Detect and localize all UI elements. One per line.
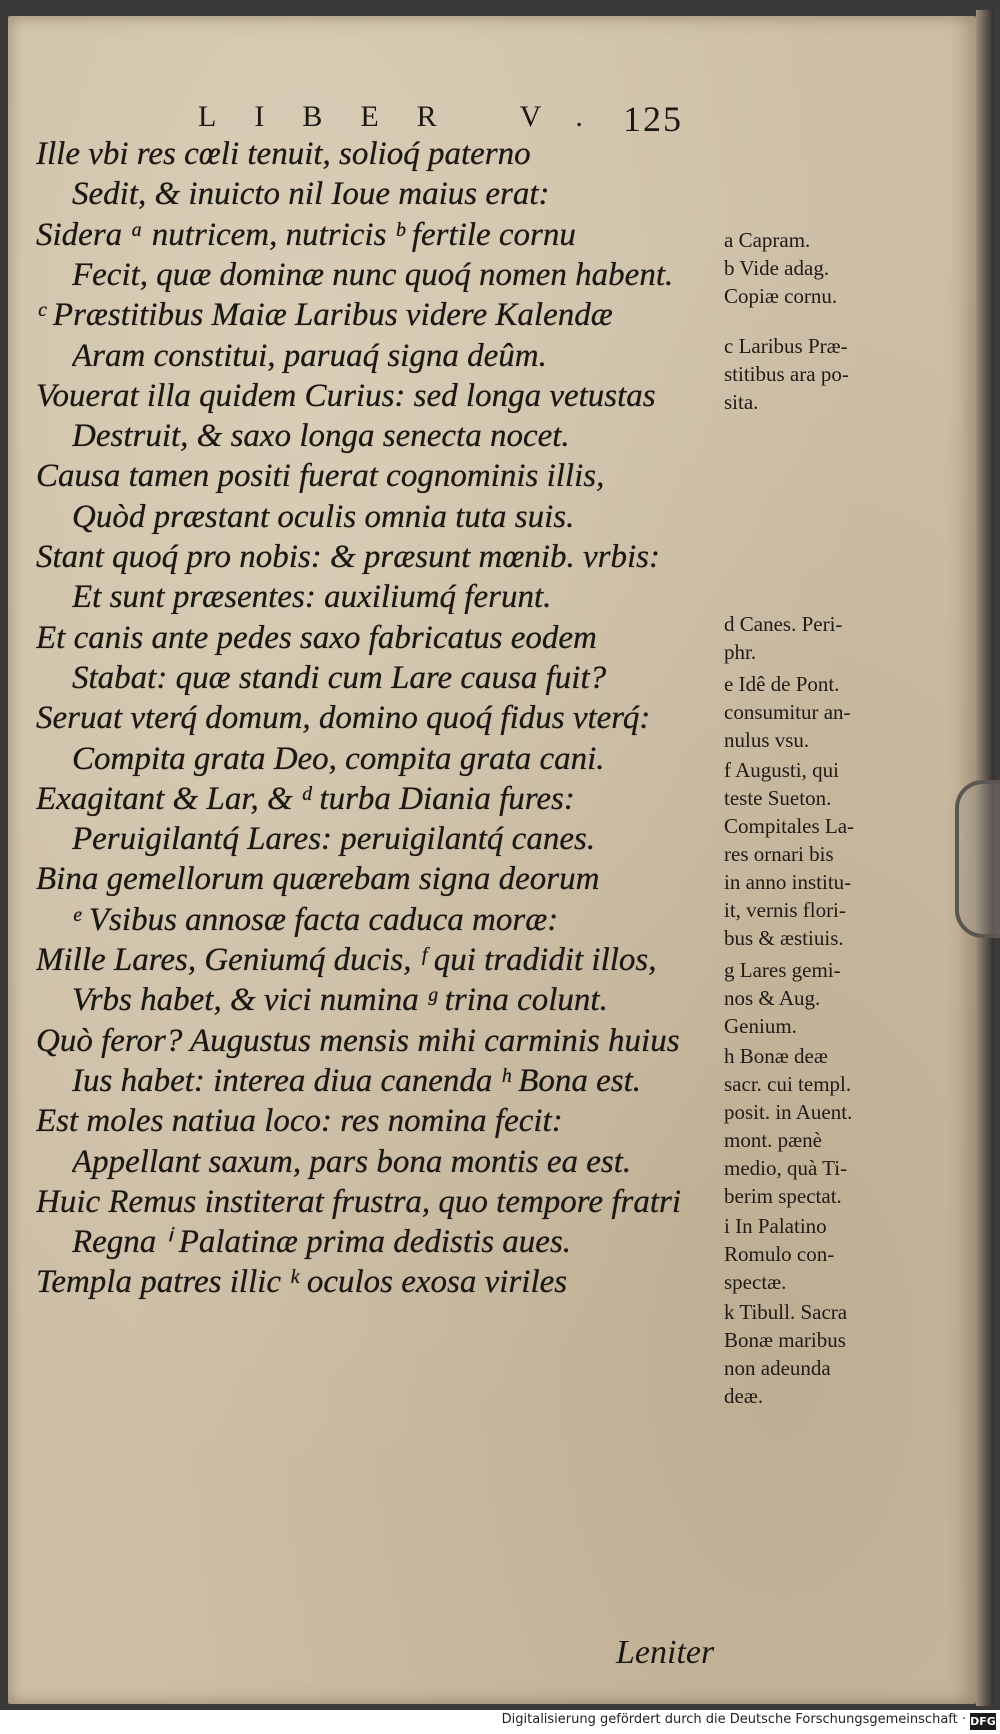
- verse-line: Huic Remus institerat frustra, quo tempore fratri: [36, 1183, 682, 1220]
- margin-note-line: phr.: [724, 640, 757, 664]
- folio-number: 125: [623, 99, 683, 139]
- verse-line: Ille vbi res cœli tenuit, solioq́ paterno: [36, 136, 531, 172]
- margin-note-line: nulus vsu.: [724, 728, 810, 752]
- verse-line: Regna ⁱ Palatinæ prima dedistis aues.: [72, 1224, 572, 1261]
- margin-note-line: b Vide adag.: [724, 256, 830, 280]
- margin-note-line: a Capram.: [724, 228, 811, 252]
- margin-note-line: medio, quà Ti-: [724, 1156, 848, 1180]
- margin-note-line: in anno institu-: [724, 870, 852, 894]
- verse-line: Vrbs habet, & vici numina ᵍ trina colunt.: [72, 982, 608, 1019]
- margin-note-line: k Tibull. Sacra: [724, 1300, 848, 1324]
- margin-note-line: sacr. cui templ.: [724, 1072, 852, 1096]
- verse-line: ᶜ Præstitibus Maiæ Laribus videre Kalendæ: [36, 297, 613, 334]
- margin-note-line: h Bonæ deæ: [724, 1044, 828, 1068]
- margin-note-line: stitibus ara po-: [724, 362, 849, 386]
- margin-note-line: c Laribus Præ-: [724, 334, 848, 358]
- margin-note-line: e Idê de Pont.: [724, 672, 840, 696]
- verse-line: Quò feror? Augustus mensis mihi carminis huius: [36, 1022, 680, 1059]
- margin-note-line: mont. pænè: [724, 1128, 822, 1152]
- margin-note-line: teste Sueton.: [724, 786, 832, 810]
- verse-line: Et sunt præsentes: auxiliumq́ ferunt.: [72, 579, 552, 616]
- margin-note-line: res ornari bis: [724, 842, 834, 866]
- verse-line: Destruit, & saxo longa senecta nocet.: [72, 418, 570, 455]
- footer-credit: Digitalisierung gefördert durch die Deutsche Forschungsgemeinschaft ·: [501, 1712, 966, 1727]
- margin-note-line: consumitur an-: [724, 700, 851, 724]
- margin-note-line: i In Palatino: [724, 1214, 827, 1238]
- verse-line: Sidera ᵃ nutricem, nutricis ᵇ fertile cornu: [36, 216, 576, 253]
- page-clip: [955, 780, 1000, 938]
- verse-line: Aram constitui, paruaq́ signa deûm.: [72, 337, 547, 374]
- catchword: Leniter: [616, 1634, 715, 1671]
- margin-note-line: g Lares gemi-: [724, 958, 841, 982]
- verse-line: Et canis ante pedes saxo fabricatus eodem: [36, 619, 597, 656]
- verse-line: Exagitant & Lar, & ᵈ turba Diania fures:: [36, 780, 575, 817]
- margin-note-line: d Canes. Peri-: [724, 612, 843, 636]
- margin-note-line: f Augusti, qui: [724, 758, 839, 782]
- margin-note-line: nos & Aug.: [724, 986, 821, 1010]
- verse-line: Templa patres illic ᵏ oculos exosa viriles: [36, 1264, 568, 1301]
- verse-line: Appellant saxum, pars bona montis ea est.: [72, 1143, 632, 1180]
- margin-note-line: Compitales La-: [724, 814, 855, 838]
- verse-line: Stant quoq́ pro nobis: & præsunt mœnib. vrbis:: [36, 539, 660, 575]
- verse-line: Sedit, & inuicto nil Ioue maius erat:: [72, 176, 550, 213]
- footer-bar: [0, 1710, 1000, 1734]
- margin-note-line: non adeunda: [724, 1356, 831, 1380]
- running-title: LIBER V.: [198, 100, 621, 133]
- margin-note-line: Romulo con-: [724, 1242, 835, 1266]
- verse-line: Seruat vterq́ domum, domino quoq́ fidus vterq́:: [36, 700, 651, 737]
- verse-line: Mille Lares, Geniumq́ ducis, ᶠ qui tradidit illos,: [36, 942, 657, 978]
- verse-line: Est moles natiua loco: res nomina fecit:: [36, 1103, 563, 1140]
- verse-line: Ius habet: interea diua canenda ʰ Bona est.: [72, 1062, 642, 1099]
- verse-line: Vouerat illa quidem Curius: sed longa vetustas: [36, 377, 656, 414]
- verse-line: Bina gemellorum quærebam signa deorum: [36, 861, 600, 898]
- verse-line: Causa tamen positi fuerat cognominis illis,: [36, 458, 605, 495]
- verse-line: Compita grata Deo, compita grata cani.: [72, 740, 605, 777]
- verse-line: ᵉ Vsibus annosæ facta caduca moræ:: [72, 901, 559, 938]
- margin-note-line: Genium.: [724, 1014, 797, 1038]
- verse-line: Peruigilantq́ Lares: peruigilantq́ canes.: [72, 821, 596, 858]
- verse-line: Quòd præstant oculis omnia tuta suis.: [72, 498, 575, 535]
- margin-note-line: bus & æstiuis.: [724, 926, 844, 950]
- margin-note-line: Bonæ maribus: [724, 1328, 846, 1352]
- dfg-logo: DFG: [970, 1715, 996, 1728]
- margin-note-line: spectæ.: [724, 1270, 787, 1294]
- verse-line: Fecit, quæ dominæ nunc quoq́ nomen habent.: [72, 256, 674, 293]
- book-page: [8, 16, 976, 1704]
- margin-note-line: posit. in Auent.: [724, 1100, 853, 1124]
- margin-note-line: sita.: [724, 390, 759, 414]
- margin-note-line: deæ.: [724, 1384, 764, 1408]
- margin-note-line: Copiæ cornu.: [724, 284, 838, 308]
- verse-line: Stabat: quæ standi cum Lare causa fuit?: [72, 659, 607, 696]
- margin-note-line: it, vernis flori-: [724, 898, 846, 922]
- margin-note-line: berim spectat.: [724, 1184, 842, 1208]
